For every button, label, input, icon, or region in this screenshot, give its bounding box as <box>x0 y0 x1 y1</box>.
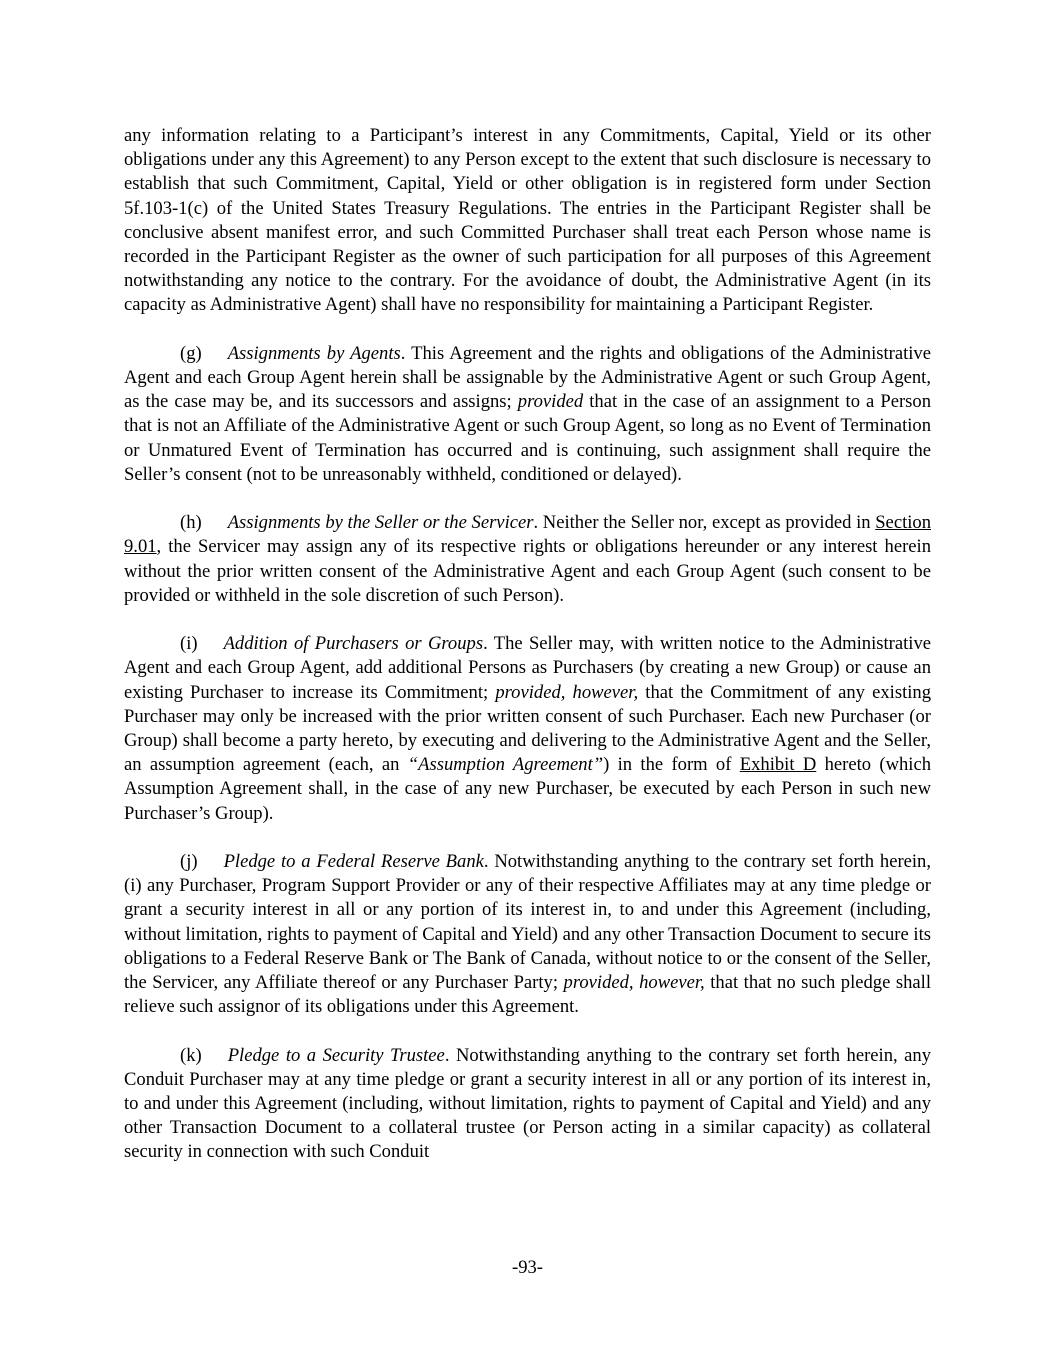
document-page <box>124 124 931 1165</box>
paragraph-h <box>124 511 931 608</box>
paragraph-k <box>124 1044 931 1165</box>
paragraph-f-text: any information relating to a Participant’s interest in any Commitments, Capital, Yield or its other obligations under any this Agreement) to any Person except to the extent that such disclosure is necessary to establish that such Commitment, Capital, Yield or other obligation is in registered form under Section 5f.103-1(c) of the United States Treasury Regulations. The entries in the Participant Register shall be conclusive absent manifest error, and such Committed Purchaser shall treat each Person whose name is recorded in the Participant Register as the owner of such participation for all purposes of this Agreement notwithstanding any notice to the contrary. For the avoidance of doubt, the Administrative Agent (in its capacity as Administrative Agent) shall have no responsibility for maintaining a Participant Register. <box>124 125 931 316</box>
exhibit-d-reference: Exhibit D <box>739 754 817 776</box>
paragraph-h-label: (h) <box>180 512 202 534</box>
paragraph-j-italic-1: provided, however, <box>563 972 705 994</box>
paragraph-j-label: (j) <box>180 851 198 873</box>
paragraph-j <box>124 850 931 1019</box>
paragraph-j-text-2: that that no such pledge shall relieve such assignor of its obligations under this Agreement. <box>124 972 932 1018</box>
paragraph-h-text-1: . Neither the Seller nor, except as provided in <box>533 512 876 534</box>
paragraph-g-italic-1: provided <box>517 391 584 413</box>
paragraph-i-italic-1: provided, however, <box>495 681 639 703</box>
paragraph-i-text-1: . The Seller may, with written notice to the Administrative Agent and each Group Agent, add additional Persons as Purchasers (by creating a new Group) or cause an existing Purchaser to increase its Commitment; <box>124 633 931 703</box>
paragraph-g <box>124 342 931 487</box>
paragraph-i-text-3: ) in the form of <box>603 754 740 776</box>
paragraph-k-label: (k) <box>180 1044 202 1066</box>
paragraph-j-heading: Pledge to a Federal Reserve Bank <box>223 851 484 873</box>
paragraph-i-text-4: hereto (which Assumption Agreement shall, in the case of any new Purchaser, be executed by each Person in such new Purchaser’s Group). <box>124 754 932 824</box>
paragraph-g-label: (g) <box>180 342 202 364</box>
paragraph-h-heading: Assignments by the Seller or the Servicer <box>227 512 534 534</box>
paragraph-k-heading: Pledge to a Security Trustee <box>227 1044 445 1066</box>
page-number: -93- <box>512 1257 543 1278</box>
paragraph-i-defined-term: “Assumption Agreement” <box>407 754 604 776</box>
paragraph-i-label: (i) <box>180 633 198 655</box>
paragraph-j-text-1: . Notwithstanding anything to the contrary set forth herein, (i) any Purchaser, Program Support Provider or any of their respective Affiliates may at any time pledge or grant a security interest in all or any portion of its interest in, to and under this Agreement (including, without limitation, rights to payment of Capital and Yield) and any other Transaction Document to secure its obligations to a Federal Reserve Bank or The Bank of Canada, without notice to or the consent of the Seller, the Servicer, any Affiliate thereof or any Purchaser Party; <box>124 851 932 994</box>
paragraph-g-heading: Assignments by Agents <box>227 342 401 364</box>
paragraph-i-text-2: that the Commitment of any existing Purchaser may only be increased with the prior written consent of such Purchaser. Each new Purchaser (or Group) shall become a party hereto, by executing and delivering to the Administrative Agent and the Seller, an assumption agreement (each, an <box>124 681 931 776</box>
paragraph-i-heading: Addition of Purchasers or Groups <box>223 633 484 655</box>
section-9-01-reference: Section 9.01 <box>124 512 931 558</box>
paragraph-f-continuation <box>124 124 931 318</box>
paragraph-g-text-2: that in the case of an assignment to a Person that is not an Affiliate of the Administrative Agent or such Group Agent, so long as no Event of Termination or Unmatured Event of Termination has occurred and is continuing, such assignment shall require the Seller’s consent (not to be unreasonably withheld, conditioned or delayed). <box>124 391 932 485</box>
paragraph-k-text-1: . Notwithstanding anything to the contrary set forth herein, any Conduit Purchaser may at any time pledge or grant a security interest in all or any portion of its interest in, to and under this Agreement (including, without limitation, rights to payment of Capital and Yield) and any other Transaction Document to a collateral trustee (or Person acting in a similar capacity) as collateral security in connection with such Conduit <box>124 1044 931 1163</box>
paragraph-h-text-2: , the Servicer may assign any of its respective rights or obligations hereunder or any interest herein without the prior written consent of the Administrative Agent and each Group Agent (such consent to be provided or withheld in the sole discretion of such Person). <box>124 536 931 606</box>
paragraph-g-text-1: . This Agreement and the rights and obligations of the Administrative Agent and each Group Agent herein shall be assignable by the Administrative Agent or such Group Agent, as the case may be, and its successors and assigns; <box>124 342 931 413</box>
paragraph-i <box>124 632 931 826</box>
